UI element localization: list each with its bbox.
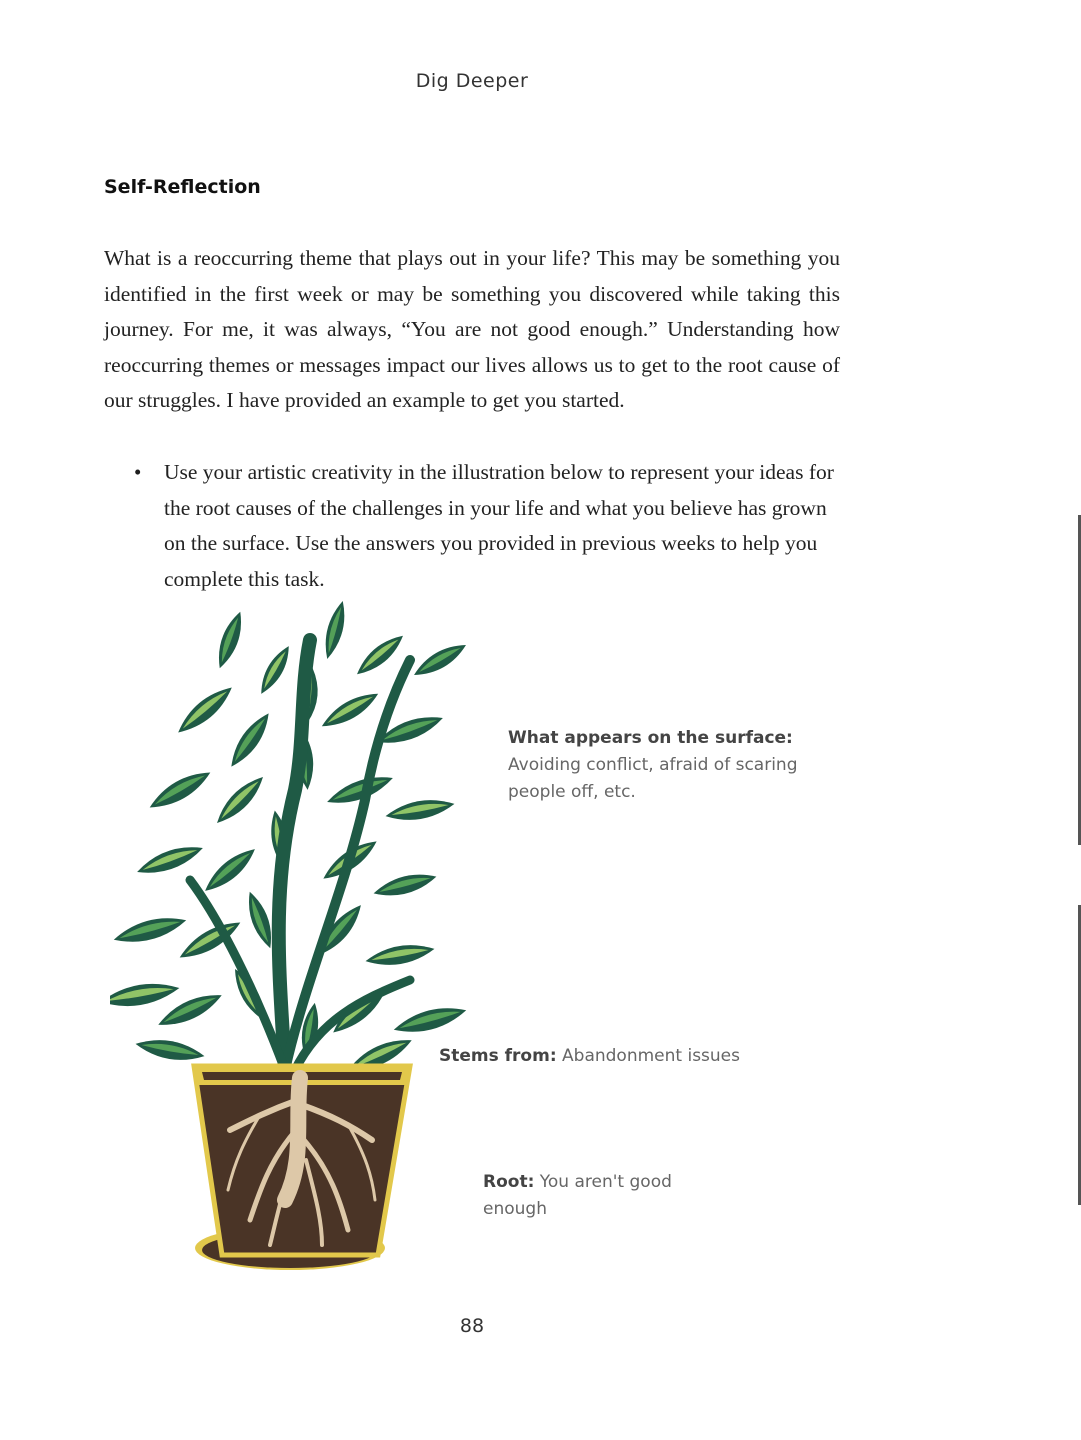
stems-heading: Stems from: [439, 1046, 557, 1066]
bullet-text: Use your artistic creativity in the illustration below to represent your ideas for the root causes of the challenges in your life and what you believe has grown on the surface. Use the answers you provided in previous weeks to help you complete this task. [164, 460, 834, 591]
body-paragraph: What is a reoccurring theme that plays out in your life? This may be something you identified in the first week or may be something you discovered while taking this journey. For me, it was always, “You are not good enough.” Understanding how reoccurring themes or messages impact our lives allows us to get to the root cause of our struggles. I have provided an example to get you started. [104, 246, 840, 413]
stems-text: Abandonment issues [562, 1046, 740, 1066]
section-title: Self-Reflection [104, 176, 261, 198]
running-head: Dig Deeper [415, 70, 529, 92]
surface-heading: What appears on the surface: [508, 728, 793, 748]
bullet-icon: • [134, 460, 142, 484]
potted-plant-illustration [110, 600, 510, 1300]
root-text: You aren't good enough [483, 1172, 672, 1219]
root-heading: Root: [483, 1172, 535, 1192]
stems-label [439, 1043, 799, 1070]
leaf-highlight [218, 778, 260, 820]
page-number: 88 [459, 1315, 485, 1337]
root-label [483, 1169, 723, 1223]
surface-label [508, 725, 808, 806]
surface-text: Avoiding conflict, afraid of scaring people off, etc. [508, 755, 798, 802]
